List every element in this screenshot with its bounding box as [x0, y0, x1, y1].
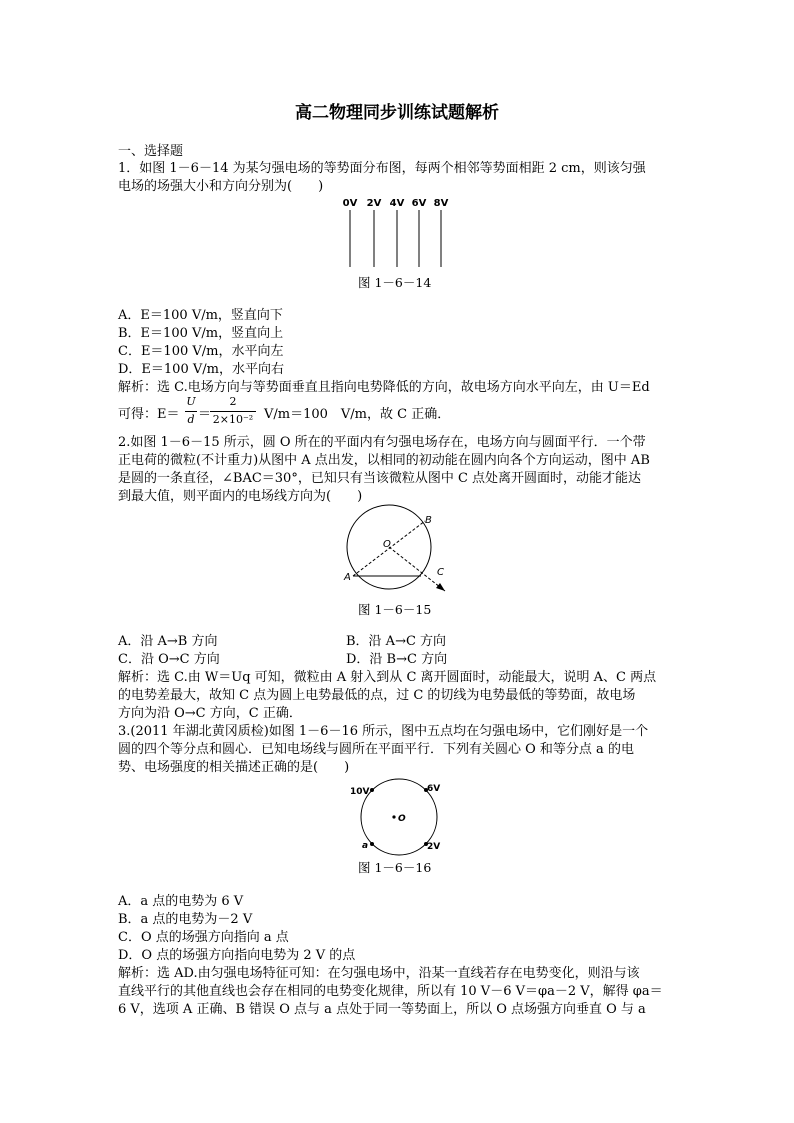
q3-option-a: A．a 点的电势为 6 V — [118, 894, 244, 909]
equipotential-label: 2V — [366, 198, 382, 209]
q2-option-b: B．沿 A→C 方向 — [346, 634, 447, 649]
q2-stem-line-3: 是圆的一条直径，∠BAC＝30°，已知只有当该微粒从图中 C 点处离开圆面时，动能才能达 — [118, 471, 642, 486]
point-center — [392, 815, 395, 818]
q2-solution-line-2: 的电势差最大，故知 C 点为圆上电势最低的点，过 C 的切线为电势最低的等势面，故电场 — [118, 688, 636, 703]
point-label-a: A — [344, 572, 351, 583]
q2-option-c: C．沿 O→C 方向 — [118, 652, 220, 667]
equipotential-figure — [340, 195, 460, 275]
q1-option-b: B．E＝100 V/m，竖直向上 — [118, 326, 284, 341]
page-title: 高二物理同步训练试题解析 — [295, 103, 499, 123]
q2-solution-line-3: 方向为沿 O→C 方向，C 正确． — [118, 706, 302, 721]
circle-figure-16 — [340, 778, 460, 858]
point-top-left — [370, 788, 374, 792]
q2-solution-line-1: 解析：选 C.由 W＝Uq 可知，微粒由 A 射入到从 C 离开圆面时，动能最大，说明 A、C 两点 — [118, 670, 657, 685]
section-heading: 一、选择题 — [118, 144, 184, 159]
arrow-head — [436, 583, 445, 591]
circle-figure-15 — [335, 505, 465, 600]
q3-option-b: B．a 点的电势为－2 V — [118, 912, 253, 927]
q2-option-d: D．沿 B→C 方向 — [346, 652, 448, 667]
fraction-numerator: U — [186, 395, 196, 408]
point-label-o: O — [383, 539, 391, 550]
q1-solution-suffix: V/m＝100 V/m，故 C 正确． — [264, 407, 451, 422]
point-label-b: B — [425, 515, 432, 526]
point-label-o: O — [398, 814, 406, 824]
fraction-denominator: 2×10⁻² — [212, 413, 254, 426]
equipotential-label: 0V — [342, 198, 358, 209]
equipotential-label: 6V — [411, 198, 427, 209]
q1-solution-prefix: 可得：E＝ — [118, 407, 180, 422]
equipotential-label: 4V — [389, 198, 405, 209]
q2-stem-line-1: 2.如图 1－6－15 所示，圆 O 所在的平面内有匀强电场存在，电场方向与圆面平行．一个带 — [118, 435, 646, 450]
point-label-2v: 2V — [427, 842, 441, 852]
fraction-numerator: 2 — [229, 395, 237, 408]
fraction-bar — [210, 411, 256, 412]
q3-stem-line-3: 势、电场强度的相关描述正确的是( ) — [118, 760, 350, 775]
fraction-bar — [185, 411, 197, 412]
point-label-c: C — [437, 567, 444, 578]
q3-stem-line-1: 3.(2011 年湖北黄冈质检)如图 1－6－16 所示，图中五点均在匀强电场中，它们刚好是一个 — [118, 724, 649, 739]
point-label-10v: 10V — [350, 787, 370, 797]
q1-stem-line-2: 电场的场强大小和方向分别为( ) — [118, 179, 324, 194]
q2-stem-line-2: 正电荷的微粒(不计重力)从图中 A 点出发，以相同的初动能在圆内向各个方向运动，图中 AB — [118, 453, 650, 468]
fraction-denominator: d — [187, 413, 195, 426]
q2-option-a: A．沿 A→B 方向 — [118, 634, 218, 649]
q3-stem-line-2: 圆的四个等分点和圆心．已知电场线与圆所在平面平行．下列有关圆心 O 和等分点 a 的电 — [118, 742, 634, 757]
q3-option-d: D．O 点的场强方向指向电势为 2 V 的点 — [118, 948, 356, 963]
q1-option-d: D．E＝100 V/m，水平向右 — [118, 362, 284, 377]
q2-stem-line-4: 到最大值，则平面内的电场线方向为( ) — [118, 489, 363, 504]
q1-solution-line-1: 解析：选 C.电场方向与等势面垂直且指向电势降低的方向，故电场方向水平向左，由 U＝Ed — [118, 380, 650, 395]
point-label-6v: 6V — [427, 784, 441, 794]
figure-caption: 图 1－6－15 — [358, 602, 432, 617]
figure-caption: 图 1－6－14 — [358, 275, 432, 290]
q3-option-c: C．O 点的场强方向指向 a 点 — [118, 930, 289, 945]
equipotential-label: 8V — [433, 198, 449, 209]
q1-option-c: C．E＝100 V/m，水平向左 — [118, 344, 284, 359]
q3-solution-line-1: 解析：选 AD.由匀强电场特征可知：在匀强电场中，沿某一直线若存在电势变化，则沿与该 — [118, 966, 640, 981]
equals-sign: ＝ — [198, 407, 212, 422]
figure-caption: 图 1－6－16 — [358, 860, 432, 875]
q3-solution-line-3: 6 V，选项 A 正确、B 错误 O 点与 a 点处于同一等势面上，所以 O 点场强方向垂直 O 与 a — [118, 1002, 646, 1017]
point-bottom-left — [370, 842, 374, 846]
point-label-a: a — [362, 841, 369, 851]
q1-option-a: A．E＝100 V/m，竖直向下 — [118, 308, 283, 323]
q3-solution-line-2: 直线平行的其他直线也会存在相同的电势变化规律，所以有 10 V－6 V＝φa－2 V，解得 φa＝ — [118, 984, 663, 999]
q1-stem-line-1: 1．如图 1－6－14 为某匀强电场的等势面分布图，每两个相邻等势面相距 2 cm，则该匀强 — [118, 161, 646, 176]
